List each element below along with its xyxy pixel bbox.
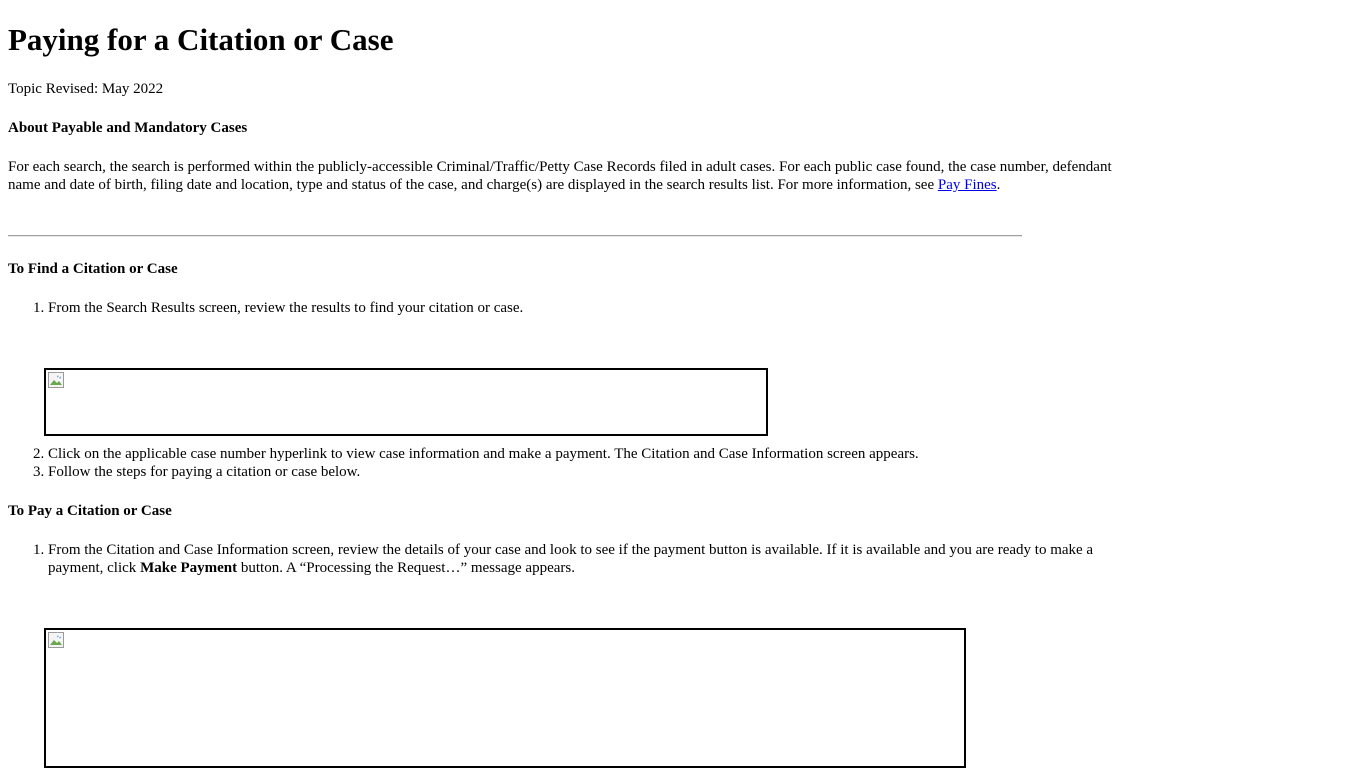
case-information-screenshot	[44, 628, 966, 768]
about-text-end: .	[996, 177, 1001, 193]
pay-heading: To Pay a Citation or Case	[8, 503, 172, 519]
search-results-screenshot	[44, 368, 768, 436]
page-title: Paying for a Citation or Case	[8, 22, 394, 57]
pay-step-1-text-end: button. A “Processing the Request…” message appears.	[237, 560, 575, 576]
about-heading: About Payable and Mandatory Cases	[8, 120, 248, 136]
find-steps-list	[8, 299, 1358, 317]
find-steps-continued	[8, 445, 1358, 481]
make-payment-label: Make Payment	[140, 560, 238, 576]
broken-image-icon	[48, 632, 64, 648]
broken-image-icon	[48, 372, 64, 388]
pay-step-1-text: From the Citation and Case Information screen, review the details of your case and look to see if the payment button is available. If it is available and you are ready to make a payment, click	[48, 542, 1094, 576]
find-step-3: 3. Follow the steps for paying a citation or case below.	[48, 463, 1358, 481]
about-paragraph	[8, 158, 1138, 194]
find-step-1: 1. From the Search Results screen, review the results to find your citation or case.	[48, 299, 1358, 317]
topic-revised: Topic Revised: May 2022	[8, 81, 164, 97]
find-heading: To Find a Citation or Case	[8, 261, 178, 277]
pay-steps-list	[8, 541, 1128, 577]
pay-step-1	[48, 541, 1128, 577]
section-divider	[8, 235, 1022, 237]
find-step-2: 2. Click on the applicable case number hyperlink to view case information and make a payment. The Citation and Case Information screen appears.	[48, 445, 1358, 463]
about-text: For each search, the search is performed within the publicly-accessible Criminal/Traffic/Petty Case Records filed in adult cases. For each public case found, the case number, defendant name and date of birth, filing date and location, type and status of the case, and charge(s) are displayed in the search results list. For more information, see	[8, 159, 1112, 193]
pay-fines-link[interactable]: Pay Fines	[937, 177, 997, 193]
